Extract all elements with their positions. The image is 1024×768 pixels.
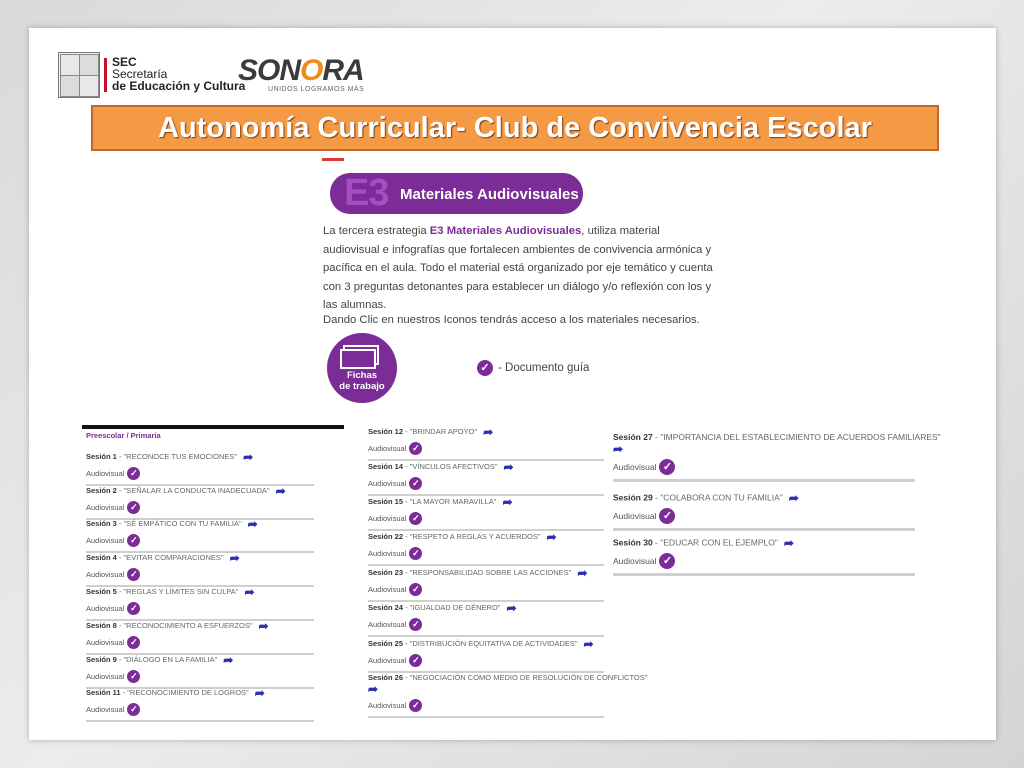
session-item — [86, 585, 314, 621]
share-arrow-icon[interactable]: ➦ — [243, 450, 254, 464]
e3-description-post: , utiliza material audiovisual e infografías que fortalecen ambientes de convivencia armónica y pacífica en el aula. Todo el material está organizado por eje temático y cuenta con 3 preguntas detonantes para establecer un diálogo y/o reflexión con los y las alumnas. — [323, 225, 713, 311]
share-arrow-icon[interactable]: ➦ — [583, 637, 594, 651]
session-title: - "REGLAS Y LÍMITES SIN CULPA" — [116, 586, 239, 596]
session-number: Sesión 24 — [368, 602, 404, 612]
check-circle-icon: ✓ — [409, 583, 422, 596]
session-title-row — [86, 619, 314, 633]
audiovisual-link[interactable] — [368, 618, 604, 631]
session-title: - "RECONOCIMIENTO DE LOGROS" — [120, 687, 249, 697]
session-item — [613, 536, 915, 576]
check-circle-icon: ✓ — [409, 654, 422, 667]
session-title-row — [86, 551, 314, 565]
check-circle-icon: ✓ — [659, 553, 675, 569]
session-title-row — [86, 585, 314, 599]
session-number: Sesión 27 — [613, 432, 653, 442]
session-number: Sesión 9 — [86, 654, 117, 664]
audiovisual-link[interactable] — [368, 547, 604, 560]
session-title-row — [613, 491, 915, 505]
session-item — [613, 491, 915, 531]
session-item — [86, 450, 314, 486]
session-number: Sesión 15 — [368, 496, 404, 506]
session-title-row — [613, 536, 915, 550]
audiovisual-label: Audiovisual — [368, 479, 407, 488]
session-title-row — [86, 517, 314, 531]
sec-logo-text — [112, 56, 245, 92]
session-item — [613, 432, 941, 482]
share-arrow-icon[interactable]: ➦ — [483, 425, 494, 439]
share-arrow-icon[interactable]: ➦ — [783, 536, 794, 550]
audiovisual-label: Audiovisual — [86, 570, 125, 579]
session-title-row — [368, 460, 604, 474]
session-item — [368, 530, 604, 566]
audiovisual-link[interactable] — [368, 442, 604, 455]
session-item — [86, 517, 314, 553]
session-item — [368, 637, 604, 673]
audiovisual-label: Audiovisual — [368, 656, 407, 665]
check-circle-icon: ✓ — [409, 618, 422, 631]
audiovisual-label: Audiovisual — [368, 701, 407, 710]
share-arrow-icon[interactable]: ➦ — [244, 585, 255, 599]
session-item — [86, 619, 314, 655]
audiovisual-label: Audiovisual — [86, 705, 125, 714]
check-circle-icon: ✓ — [477, 360, 493, 376]
session-item — [368, 601, 604, 637]
session-title-row — [368, 637, 604, 651]
e3-badge-label: Materiales Audiovisuales — [400, 186, 579, 203]
audiovisual-label: Audiovisual — [368, 620, 407, 629]
session-title-row — [368, 425, 604, 439]
check-circle-icon: ✓ — [127, 534, 140, 547]
sonora-logo-o: O — [300, 54, 323, 87]
session-title: - "DIÁLOGO EN LA FAMILIA" — [116, 654, 218, 664]
session-item — [368, 673, 647, 718]
session-title-row — [368, 673, 647, 696]
share-arrow-icon[interactable]: ➦ — [258, 619, 269, 633]
e3-description — [323, 222, 718, 315]
check-circle-icon: ✓ — [127, 602, 140, 615]
share-arrow-icon[interactable]: ➦ — [577, 566, 588, 580]
audiovisual-link[interactable] — [86, 568, 314, 581]
sec-line-3: de Educación y Cultura — [112, 79, 246, 93]
session-title: - "SEÑALAR LA CONDUCTA INADECUADA" — [116, 485, 270, 495]
session-item — [368, 566, 604, 602]
session-number: Sesión 3 — [86, 518, 117, 528]
session-title: - "EDUCAR CON EL EJEMPLO" — [652, 537, 778, 548]
audiovisual-link[interactable] — [368, 699, 647, 712]
session-number: Sesión 22 — [368, 531, 404, 541]
audiovisual-label: Audiovisual — [368, 585, 407, 594]
audiovisual-link[interactable] — [368, 654, 604, 667]
session-item — [368, 460, 604, 496]
fichas-de-trabajo-button[interactable] — [327, 333, 397, 403]
session-title: - "NEGOCIACIÓN COMO MEDIO DE RESOLUCIÓN DE CONFLICTOS" — [403, 673, 648, 682]
audiovisual-label: Audiovisual — [368, 444, 407, 453]
session-title: - "LA MAYOR MARAVILLA" — [403, 496, 497, 506]
session-title: - "EVITAR COMPARACIONES" — [116, 552, 224, 562]
session-item — [86, 686, 314, 722]
accent-dash — [322, 158, 344, 161]
audiovisual-link[interactable] — [86, 534, 314, 547]
sonora-logo — [238, 54, 364, 88]
session-number: Sesión 8 — [86, 620, 117, 630]
check-circle-icon: ✓ — [409, 442, 422, 455]
session-number: Sesión 23 — [368, 567, 404, 577]
check-circle-icon: ✓ — [409, 699, 422, 712]
session-title-row — [368, 530, 604, 544]
audiovisual-label: Audiovisual — [613, 462, 657, 472]
session-title-row — [86, 450, 314, 464]
document-icon — [340, 349, 376, 369]
divider — [613, 528, 915, 531]
audiovisual-link[interactable] — [613, 459, 941, 475]
share-arrow-icon[interactable]: ➦ — [502, 495, 513, 509]
divider — [368, 716, 604, 718]
check-circle-icon: ✓ — [127, 568, 140, 581]
sonora-tagline: UNIDOS LOGRAMOS MÁS — [268, 86, 365, 93]
audiovisual-label: Audiovisual — [86, 469, 125, 478]
fichas-label-line2: de trabajo — [339, 381, 385, 392]
sonora-logo-post: RA — [322, 54, 364, 87]
audiovisual-link[interactable] — [613, 508, 915, 524]
check-circle-icon: ✓ — [127, 501, 140, 514]
session-title: - "RECONOCE TUS EMOCIONES" — [116, 451, 238, 461]
fichas-label — [327, 370, 397, 392]
session-title: - "VÍNCULOS AFECTIVOS" — [403, 461, 498, 471]
session-number: Sesión 25 — [368, 638, 404, 648]
session-title: - "BRINDAR APOYO" — [403, 426, 478, 436]
title-banner — [91, 105, 939, 151]
audiovisual-link[interactable] — [86, 670, 314, 683]
check-circle-icon: ✓ — [409, 547, 422, 560]
audiovisual-label: Audiovisual — [613, 556, 657, 566]
session-title-row — [368, 566, 604, 580]
session-number: Sesión 2 — [86, 485, 117, 495]
state-seal-icon — [58, 52, 100, 98]
check-circle-icon: ✓ — [127, 703, 140, 716]
audiovisual-label: Audiovisual — [368, 514, 407, 523]
audiovisual-label: Audiovisual — [86, 604, 125, 613]
audiovisual-link[interactable] — [368, 477, 604, 490]
audiovisual-label: Audiovisual — [86, 536, 125, 545]
share-arrow-icon[interactable]: ➦ — [368, 682, 379, 696]
session-title-row — [86, 653, 314, 667]
check-circle-icon: ✓ — [409, 477, 422, 490]
session-number: Sesión 12 — [368, 426, 404, 436]
share-arrow-icon[interactable]: ➦ — [254, 686, 265, 700]
session-title: - "IGUALDAD DE GÉNERO" — [403, 602, 501, 612]
audiovisual-label: Audiovisual — [86, 503, 125, 512]
session-item — [86, 484, 314, 520]
audiovisual-label: Audiovisual — [86, 672, 125, 681]
divider — [613, 479, 915, 482]
audiovisual-label: Audiovisual — [86, 638, 125, 647]
audiovisual-label: Audiovisual — [613, 511, 657, 521]
session-title-row — [368, 601, 604, 615]
check-circle-icon: ✓ — [127, 670, 140, 683]
session-title-row — [368, 495, 604, 509]
session-number: Sesión 11 — [86, 687, 121, 697]
page-title: Autonomía Curricular- Club de Convivencia Escolar — [158, 111, 872, 144]
audiovisual-link[interactable] — [86, 501, 314, 514]
session-title: - "IMPORTANCIA DEL ESTABLECIMIENTO DE ACUERDOS FAMILIARES" — [652, 432, 941, 442]
sec-line-1: SEC — [112, 55, 137, 69]
check-circle-icon: ✓ — [659, 459, 675, 475]
session-title: - "SÉ EMPÁTICO CON TU FAMILIA" — [116, 518, 242, 528]
check-circle-icon: ✓ — [127, 467, 140, 480]
audiovisual-link[interactable] — [86, 467, 314, 480]
session-number: Sesión 29 — [613, 492, 653, 503]
divider — [86, 720, 314, 722]
documento-guia-link[interactable] — [477, 360, 589, 376]
session-number: Sesión 30 — [613, 537, 653, 548]
sonora-logo-pre: SON — [238, 54, 301, 87]
divider — [613, 573, 915, 576]
share-arrow-icon[interactable]: ➦ — [229, 551, 240, 565]
documento-guia-label: - Documento guía — [498, 362, 590, 374]
audiovisual-link[interactable] — [86, 703, 314, 716]
audiovisual-link[interactable] — [368, 512, 604, 525]
check-circle-icon: ✓ — [659, 508, 675, 524]
audiovisual-link[interactable] — [368, 583, 604, 596]
share-arrow-icon[interactable]: ➦ — [506, 601, 517, 615]
session-title: - "RESPETO A REGLAS Y ACUERDOS" — [403, 531, 541, 541]
e3-description-bold: E3 Materiales Audiovisuales — [429, 225, 582, 237]
session-number: Sesión 4 — [86, 552, 117, 562]
session-title-row — [86, 484, 314, 498]
session-title: - "RECONOCIMIENTO A ESFUERZOS" — [116, 620, 253, 630]
session-title-row — [86, 686, 314, 700]
session-item — [86, 653, 314, 689]
share-arrow-icon[interactable]: ➦ — [546, 530, 557, 544]
session-number: Sesión 14 — [368, 461, 404, 471]
audiovisual-link[interactable] — [86, 636, 314, 649]
session-number: Sesión 26 — [368, 673, 404, 682]
check-circle-icon: ✓ — [409, 512, 422, 525]
sec-line-2: Secretaría — [112, 67, 168, 81]
sec-logo-bar — [104, 58, 107, 92]
session-number: Sesión 1 — [86, 451, 117, 461]
session-item — [86, 551, 314, 587]
fichas-label-line1: Fichas — [346, 370, 378, 381]
e3-badge-code: E3 — [344, 172, 389, 214]
share-arrow-icon[interactable]: ➦ — [503, 460, 514, 474]
share-arrow-icon[interactable]: ➦ — [223, 653, 234, 667]
share-arrow-icon[interactable]: ➦ — [275, 484, 286, 498]
audiovisual-label: Audiovisual — [368, 549, 407, 558]
share-arrow-icon[interactable]: ➦ — [247, 517, 258, 531]
session-title: - "DISTRIBUCIÓN EQUITATIVA DE ACTIVIDADES" — [403, 638, 578, 648]
e3-description-pre: La tercera estrategia — [323, 225, 430, 237]
share-arrow-icon[interactable]: ➦ — [613, 442, 624, 456]
share-arrow-icon[interactable]: ➦ — [788, 491, 799, 505]
e3-click-hint: Dando Clic en nuestros Iconos tendrás acceso a los materiales necesarios. — [323, 314, 700, 326]
session-item — [368, 425, 604, 461]
panel-heading: Preescolar / Primaria — [86, 431, 161, 440]
session-title-row — [613, 432, 941, 456]
session-item — [368, 495, 604, 531]
session-number: Sesión 5 — [86, 586, 117, 596]
session-title: - "COLABORA CON TU FAMILIA" — [652, 492, 783, 503]
check-circle-icon: ✓ — [127, 636, 140, 649]
audiovisual-link[interactable] — [613, 553, 915, 569]
audiovisual-link[interactable] — [86, 602, 314, 615]
session-title: - "RESPONSABILIDAD SOBRE LAS ACCIONES" — [403, 567, 572, 577]
